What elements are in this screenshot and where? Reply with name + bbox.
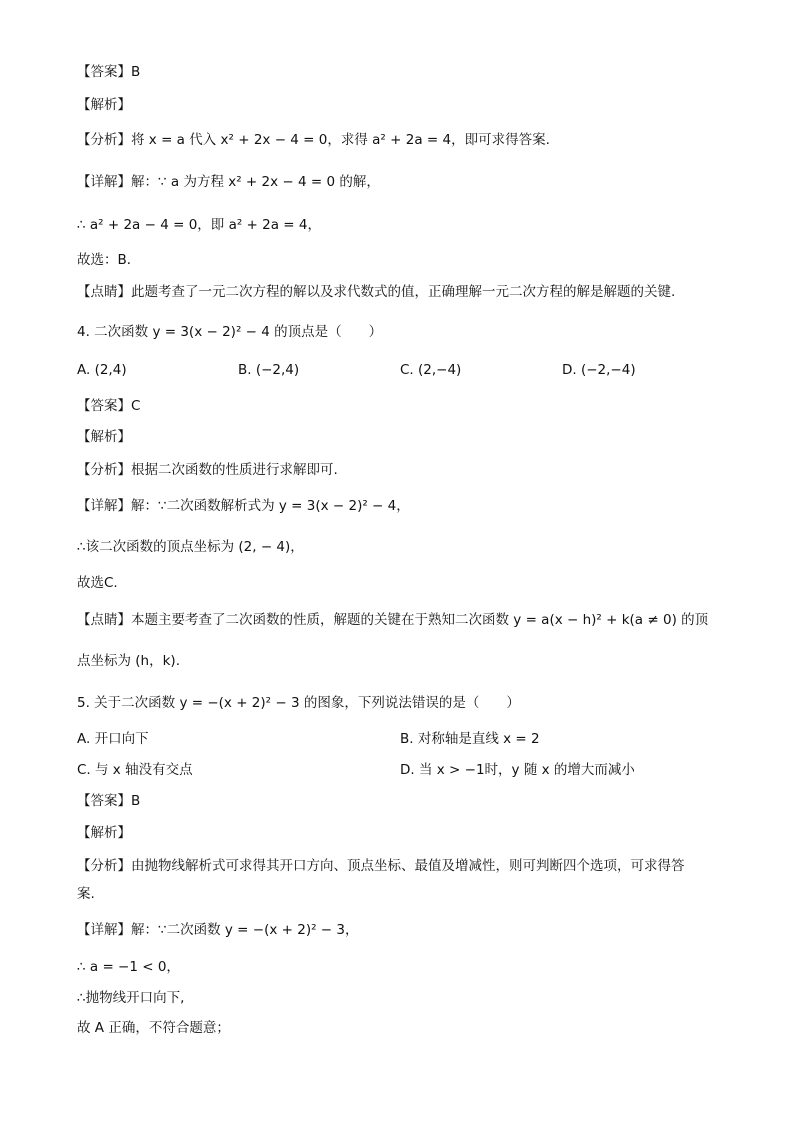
- q5-option-a[interactable]: A. 开口向下: [77, 731, 149, 747]
- q4-step-1: ∴该二次函数的顶点坐标为 (2, − 4)，: [77, 539, 304, 555]
- q4-option-a[interactable]: A. (2,4): [77, 362, 127, 378]
- q4-comment: 【点睛】本题主要考查了二次函数的性质，解题的关键在于熟知二次函数 y = a(x − h)² + k(a ≠ 0) 的顶: [77, 612, 709, 628]
- q5-option-d[interactable]: D. 当 x > −1时，y 随 x 的增大而减小: [400, 762, 635, 778]
- q5-analysis-heading: 【解析】: [77, 825, 131, 841]
- q3-analysis-heading: 【解析】: [77, 97, 131, 113]
- q4-option-d[interactable]: D. (−2,−4): [562, 362, 636, 378]
- q5-step-3: 故 A 正确，不符合题意；: [77, 1020, 230, 1036]
- q5-step-2: ∴抛物线开口向下,: [77, 990, 185, 1006]
- q3-conclusion: 故选：B．: [77, 252, 141, 268]
- q3-detail: 【详解】解：∵ a 为方程 x² + 2x − 4 = 0 的解，: [77, 174, 380, 190]
- q5-detail: 【详解】解：∵二次函数 y = −(x + 2)² − 3，: [77, 922, 359, 938]
- q5-stem: 5. 关于二次函数 y = −(x + 2)² − 3 的图象，下列说法错误的是（ ）: [77, 695, 520, 711]
- q4-stem: 4. 二次函数 y = 3(x − 2)² − 4 的顶点是（ ）: [77, 324, 383, 340]
- q4-analysis: 【分析】根据二次函数的性质进行求解即可.: [77, 462, 338, 478]
- q5-option-b[interactable]: B. 对称轴是直线 x = 2: [400, 731, 540, 747]
- q4-analysis-heading: 【解析】: [77, 429, 131, 445]
- q3-answer: 【答案】B: [77, 64, 141, 80]
- q3-comment: 【点睛】此题考查了一元二次方程的解以及求代数式的值，正确理解一元二次方程的解是解题的关键.: [77, 284, 676, 300]
- q4-option-c[interactable]: C. (2,−4): [400, 362, 462, 378]
- q5-option-c[interactable]: C. 与 x 轴没有交点: [77, 762, 193, 778]
- q4-answer: 【答案】C: [77, 398, 141, 414]
- q4-conclusion: 故选C.: [77, 575, 118, 591]
- q4-detail: 【详解】解：∵二次函数解析式为 y = 3(x − 2)² − 4，: [77, 498, 410, 514]
- q5-step-1: ∴ a = −1 < 0，: [77, 959, 180, 975]
- q3-step-1: ∴ a² + 2a − 4 = 0，即 a² + 2a = 4，: [77, 217, 322, 233]
- q5-analysis: 【分析】由抛物线解析式可求得其开口方向、顶点坐标、最值及增减性，则可判断四个选项，可求得答: [77, 858, 685, 874]
- q5-analysis-cont: 案.: [77, 886, 95, 902]
- q4-comment-cont: 点坐标为 (h，k).: [77, 653, 180, 669]
- q5-answer: 【答案】B: [77, 793, 141, 809]
- q3-analysis: 【分析】将 x = a 代入 x² + 2x − 4 = 0，求得 a² + 2a = 4，即可求得答案.: [77, 132, 550, 148]
- q4-option-b[interactable]: B. (−2,4): [238, 362, 300, 378]
